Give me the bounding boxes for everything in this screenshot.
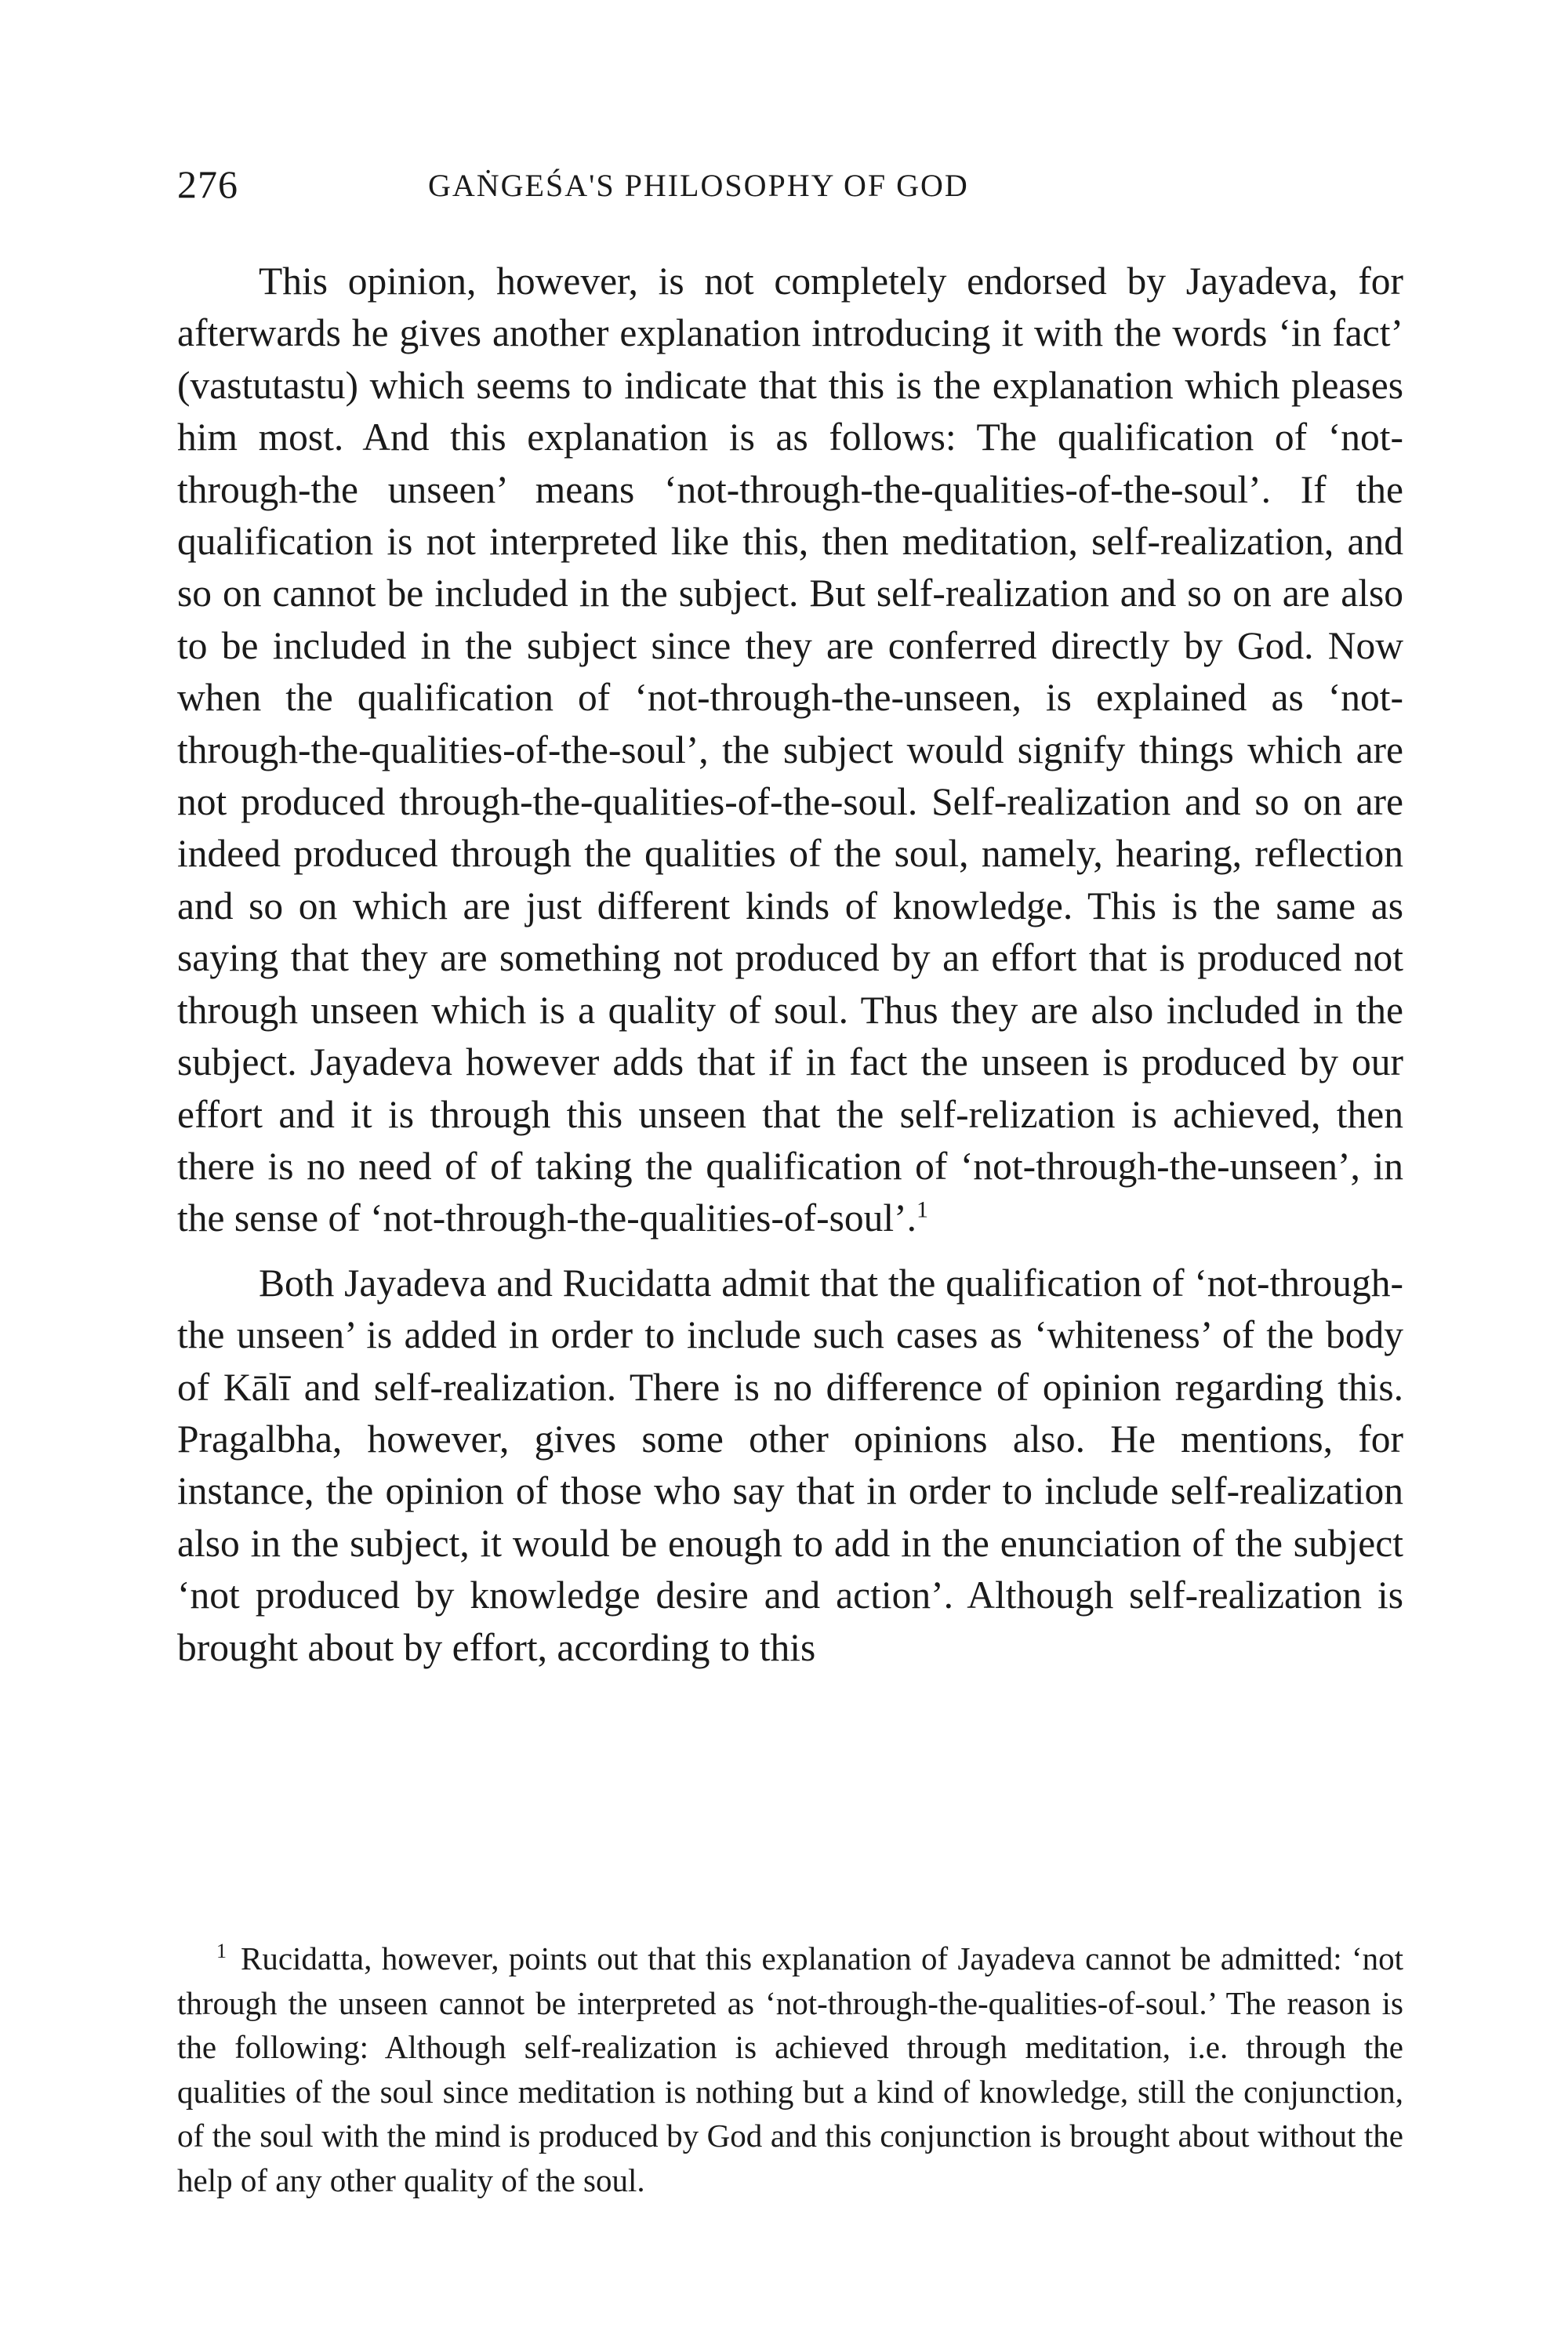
running-title: GAṄGEŚA'S PHILOSOPHY OF GOD bbox=[428, 168, 969, 203]
footnote-reference: 1 bbox=[916, 1196, 928, 1223]
running-head bbox=[177, 161, 1403, 208]
footnote bbox=[177, 1936, 1403, 2202]
page-number: 276 bbox=[177, 162, 238, 206]
footnote-text: Rucidatta, however, points out that this explanation of Jayadeva cannot be admitted: ‘not through the unseen cannot be interpreted as ‘not-through-the-qualities-of-soul.’ The reason is the following: Although self-realization is achieved through meditation, i.e. through the qualities of the soul since meditation is nothing but a kind of knowledge, still the conjunction, of the soul with the mind is produced by God and this conjunction is brought about without the help of any other quality of the soul. bbox=[177, 1940, 1403, 2198]
body-text bbox=[177, 256, 1403, 1674]
footnotes bbox=[177, 1936, 1403, 2202]
footnote-number: 1 bbox=[216, 1940, 227, 1963]
paragraph: Both Jayadeva and Rucidatta admit that the qualification of ‘not-through-the unseen’ is added in order to include such cases as ‘whiteness’ of the body of Kālī and self-realization. There is no difference of opinion regarding this. Pragalbha, however, gives some other opinions also. He mentions, for instance, the opinion of those who say that in order to include self-realization also in the subject, it would be enough to add in the enunciation of the subject ‘not produced by knowledge desire and action’. Although self-realization is brought about by effort, according to this bbox=[177, 1261, 1403, 1669]
paragraph-text: This opinion, however, is not completely endorsed by Jayadeva, for afterwards he gives another explanation introducing it with the words ‘in fact’ (vastutastu) which seems to indicate that this is the explanation which pleases him most. And this explanation is as follows: The qualification of ‘not-through-the unseen’ means ‘not-through-the-qualities-of-the-soul’. If the qualification is not interpreted like this, then meditation, self-realization, and so on cannot be included in the subject. But self-realization and so on are also to be included in the subject since they are conferred directly by God. Now when the qualification of ‘not-through-the-unseen, is explained as ‘not-through-the-qualities-of-the-soul’, the subject would signify things which are not produced through-the-qualities-of-the-soul. Self-realization and so on are indeed produced through the qualities of the soul, namely, hearing, reflection and so on which are just different kinds of knowledge. This is the same as saying that they are something not produced by an effort that is produced not through unseen which is a quality of soul. Thus they are also included in the subject. Jayadeva however adds that if in fact the unseen is produced by our effort and it is through this unseen that the self-relization is achieved, then there is no need of of taking the qualification of ‘not-through-the-unseen’, in the sense of ‘not-through-the-qualities-of-soul’. bbox=[177, 260, 1403, 1240]
paragraph bbox=[177, 256, 1403, 1245]
